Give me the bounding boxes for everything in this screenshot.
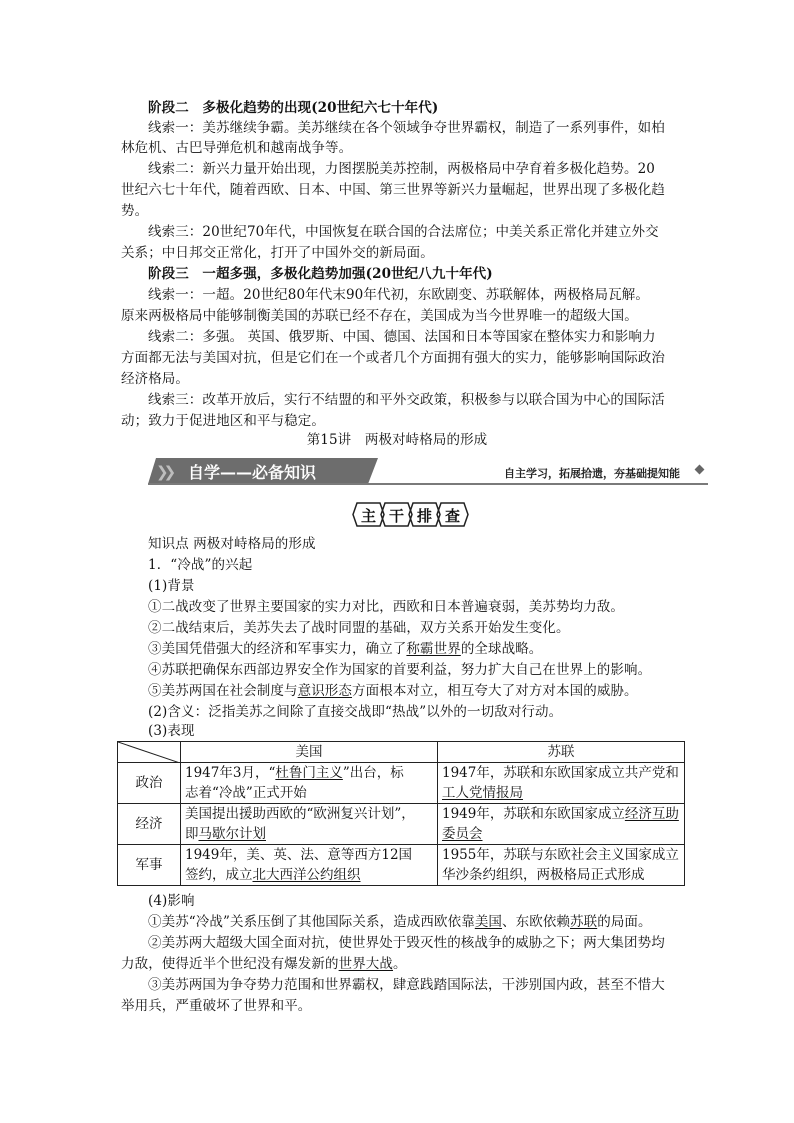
underlined-term: 意识形态 (297, 683, 353, 699)
text: 1947年3月，“ (185, 765, 276, 781)
text: ”出台，标 (342, 765, 404, 781)
diagonal-line (118, 742, 180, 763)
knowledge-point: 知识点 两极对峙格局的形成 (148, 536, 316, 552)
stage3-clue1-line1: 线索一：一超。20世纪80年代末90年代初，东欧剧变、苏联解体，两极格局瓦解。 (148, 287, 649, 303)
underlined-term: 委员会 (442, 826, 483, 842)
background-item-3 (148, 639, 794, 659)
tag-3-text: 排 (416, 507, 432, 525)
text: 力敌，使得近半个世纪没有爆发新的 (121, 956, 339, 972)
underlined-term: 经济互助 (624, 806, 679, 822)
text: ③美国凭借强大的经济和军事实力，确立了 (148, 641, 407, 657)
stage3-clue2-line3: 经济格局。 (121, 371, 189, 387)
row-label-economy: 经济 (118, 804, 181, 845)
tag-1-text: 主 (360, 507, 376, 525)
stage3-clue1-line2: 原来两极格局中能够制衡美国的苏联已经不存在，美国成为当今世界唯一的超级大国。 (121, 308, 638, 324)
background-item-5 (148, 681, 794, 701)
cell-us-military (181, 845, 438, 886)
text: 。 (393, 956, 407, 972)
table-row (118, 804, 685, 845)
underlined-term: 美国 (474, 914, 503, 930)
stage2-clue2-line3: 势。 (121, 203, 149, 219)
background-item-4: ④苏联把确保东西部边界安全作为国家的首要利益，努力扩大自己在世界上的影响。 (148, 662, 652, 678)
text: 即 (185, 826, 199, 842)
cell-us-economy (181, 804, 438, 845)
background-item-2: ②二战结束后，美苏失去了战时同盟的基础，双方关系开始发生变化。 (148, 620, 570, 636)
double-chevron-icon: ❯❯ (156, 463, 172, 481)
performance-heading: (3)表现 (148, 723, 195, 739)
stage2-clue1-line1: 线索一：美苏继续争霸。美苏继续在各个领域争夺世界霸权，制造了一系列事件，如柏 (148, 120, 665, 136)
cell-su-military (438, 845, 685, 886)
text: 签约，成立 (185, 867, 253, 883)
effect-item-2-line1: ②美苏两大超级大国全面对抗，使世界处于毁灭性的核战争的威胁之下；两大集团势均 (148, 935, 665, 951)
text: 的局面。 (597, 914, 652, 930)
text: 1949年，苏联和东欧国家成立 (442, 806, 625, 822)
text: 华沙条约组织，两极格局正式形成 (442, 867, 645, 883)
underlined-term: 世界大战 (338, 956, 394, 972)
diagonal-header-cell (118, 742, 181, 763)
text: ⑤美苏两国在社会制度与 (148, 683, 298, 699)
underlined-term: 工人党情报局 (442, 785, 523, 801)
effect-heading: (4)影响 (148, 893, 195, 909)
meaning-line: (2)含义：泛指美苏之间除了直接交战即“热战”以外的一切敌对行动。 (148, 704, 563, 720)
banner-slogan: 自主学习，拓展拾遗，夯基础提知能 (504, 467, 680, 480)
cell-us-politics (181, 763, 438, 804)
banner-label: 自学——必备知识 (188, 463, 317, 482)
effect-item-3-line1: ③美苏两国为争夺势力范围和世界霸权，肆意践踏国际法，干涉别国内政，甚至不惜大 (148, 977, 665, 993)
underlined-term: 杜鲁门主义 (275, 765, 343, 781)
underlined-term: 北大西洋公约组织 (252, 867, 361, 883)
effect-item-3-line2: 举用兵，严重破坏了世界和平。 (121, 998, 312, 1014)
cold-war-table (117, 741, 685, 886)
stage2-heading: 阶段二 多极化趋势的出现(20世纪六七十年代) (148, 100, 439, 116)
underlined-term: 马歇尔计划 (198, 826, 266, 842)
heading-cold-war-rise: 1．“冷战”的兴起 (148, 557, 253, 573)
tag-4-text: 查 (444, 507, 460, 525)
text: 1947年，苏联和东欧国家成立共产党和 (442, 765, 679, 781)
diamond-icon (695, 465, 705, 475)
text: 方面根本对立，相互夸大了对方对本国的威胁。 (352, 683, 638, 699)
text: 志着“冷战”正式开始 (185, 785, 307, 801)
text: 1955年，苏联与东欧社会主义国家成立 (442, 847, 679, 863)
table-row (118, 845, 685, 886)
stage3-clue3-line2: 动；致力于促进地区和平与稳定。 (121, 413, 325, 429)
table-row (118, 763, 685, 804)
col-header-us: 美国 (181, 742, 438, 763)
background-item-1: ①二战改变了世界主要国家的实力对比，西欧和日本普遍衰弱，美苏势均力敌。 (148, 599, 624, 615)
underlined-term: 称霸世界 (406, 641, 461, 657)
stage2-clue2-line2: 世纪六七十年代，随着西欧、日本、中国、第三世界等新兴力量崛起，世界出现了多极化趋 (121, 182, 665, 198)
row-label-military: 军事 (118, 845, 181, 886)
text: 1949年，美、英、法、意等西方12国 (185, 847, 413, 863)
stage3-heading: 阶段三 一超多强，多极化趋势加强(20世纪八九十年代) (148, 266, 493, 282)
stage2-clue3-line1: 线索三：20世纪70年代，中国恢复在联合国的合法席位；中美关系正常化并建立外交 (148, 224, 659, 240)
cell-su-economy (438, 804, 685, 845)
stage3-clue3-line1: 线索三：改革开放后，实行不结盟的和平外交政策，积极参与以联合国为中心的国际活 (148, 392, 665, 408)
stage2-clue3-line2: 关系；中日邦交正常化，打开了中国外交的新局面。 (121, 245, 434, 261)
lesson-title: 第15讲 两极对峙格局的形成 (306, 432, 488, 448)
effect-item-2-line2 (121, 954, 794, 974)
effect-item-1 (148, 912, 794, 932)
background-heading: (1)背景 (148, 578, 195, 594)
stage3-clue2-line2: 方面都无法与美国对抗，但是它们在一个或者几个方面拥有强大的实力，能够影响国际政治 (121, 350, 665, 366)
tag-4 (436, 502, 469, 527)
underlined-term: 苏联 (570, 914, 598, 930)
col-header-su: 苏联 (438, 742, 685, 763)
tag-2-text: 干 (388, 507, 404, 525)
stage2-clue1-line2: 林危机、古巴导弹危机和越南战争等。 (121, 140, 353, 156)
text: 、东欧依赖 (502, 914, 571, 930)
table-header-row (118, 742, 685, 763)
text: ①美苏“冷战”关系压倒了其他国际关系，造成西欧依靠 (148, 914, 475, 930)
row-label-politics: 政治 (118, 763, 181, 804)
text: 的全球战略。 (460, 641, 543, 657)
stage2-clue2-line1: 线索二：新兴力量开始出现，力图摆脱美苏控制，两极格局中孕育着多极化趋势。20 (148, 161, 655, 177)
banner-underline (148, 483, 708, 485)
cell-su-politics (438, 763, 685, 804)
section-banner (148, 458, 708, 484)
text: 美国提出援助西欧的“欧洲复兴计划”， (185, 806, 415, 822)
stage3-clue2-line1: 线索二：多强。 英国、俄罗斯、中国、德国、法国和日本等国家在整体实力和影响力 (148, 329, 656, 345)
